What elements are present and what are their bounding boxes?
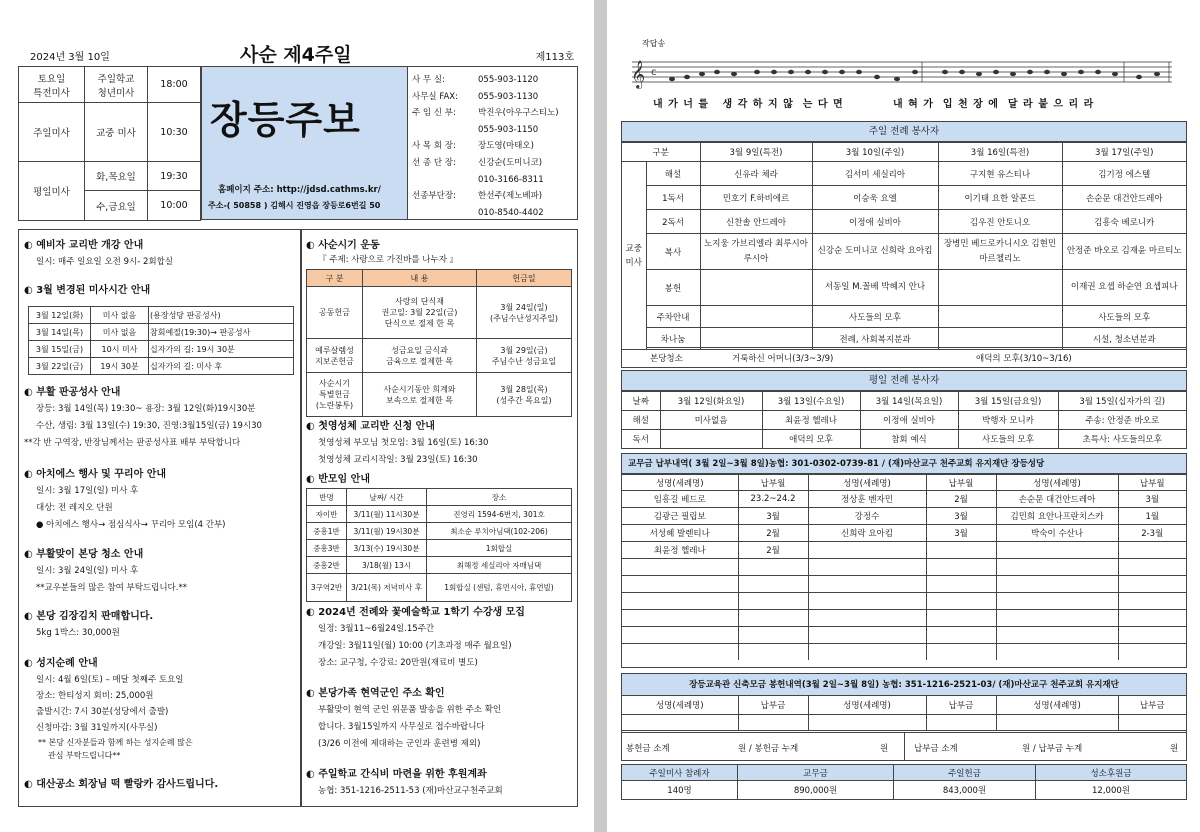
building-fund-table: 성명(세례명) 납부금 성명(세례명) 납부금 성명(세례명) 납부금: [622, 696, 1186, 731]
group-meeting-table: 반명 날짜/ 시간 장소 자이반 3/11(월) 11시30분 진영리 1594-6번지, 301호 중흥1반 3/11(월) 19시30분 최소순 루치아님댁(102-206) 중흥3반 3/13(수) 19시30분 1회합실 중흥2반 3/18(월) 13시 최해정 세실리아 자매님댁 3구역2반 3/21(목) 저녁미사 후 1회합실 (센텀, 휴먼시아, 휴먼빌): [306, 488, 572, 602]
sunday-servers-table: 구분 3월 9일(특전) 3월 10일(주일) 3월 16일(특전) 3월 17일(주일) 교중미사 해설 신유라 체라 김서미 세실리아 구지현 유스티나 김기정 에스텔 1독서 민호기 F.하비에르 이승욱 요엘 이기태 요한 알폰드 손순문 대건안드레아 2독서 신찬솔 안드레아 이정애 실비아 김우진 안토니오 김흥숙 베로니카 복사 노지웅 가브리엘라 최루시아 루시아 신강순 도미니코 신희락 요아킴 장병민 베드로카니시오 김현민 마르첼리노 안정준 바오로 김재윤 마르티노 봉헌 서동일 M.꼴베 박혜지 안나 이재권 요셉 하순연 요셉피나 주차안내 사도들의 모후 사도들의 모후 차나눔 전례, 사회복지분과 시설, 청소년분과: [622, 142, 1186, 350]
first-communion-notice: ◐ 첫영성체 교리반 신청 안내 첫영성체 부모님 첫모임: 3월 16일(토) 16:30 첫영성체 교리시작일: 3월 23일(토) 16:30: [306, 421, 489, 465]
sunday-side-label: 교중미사: [622, 162, 646, 350]
dues-box: [621, 453, 1187, 668]
soldier-address-notice: ◐ 본당가족 현역군인 주소 확인 부활맞이 현역 군인 위문품 발송을 위한 주소 확인 합니다. 3월15일까지 사무실로 접수바랍니다 (3/26 이전에 제대하는 군인과 훈련병 제외): [306, 688, 502, 749]
church-cleaning-row: 본당청소 거룩하신 어머니(3/3~3/9) 애덕의 모후(3/10~3/16): [646, 347, 1187, 367]
bulletin-header: [18, 40, 578, 66]
building-fund-summary: 봉헌금 소계 원 / 봉헌금 누계 원 납부금 소계 원 / 납부금 누계 원: [622, 732, 1186, 760]
psalm-score: [627, 52, 1177, 92]
weekday-servers-table: 날짜 3월 12일(화요일) 3월 13일(수요일) 3월 14일(목요일) 3월 15일(금요일) 3월 15일(십자가의 길) 해설 미사없음 최윤정 헬레나 이정애 실비아 박행자 모니카 주송: 안정준 바오로 독서 애덕의 모후 참회 예식 사도들의 모후 초특사: 사도들의모후: [622, 391, 1186, 449]
bulletin-title: 사순 제4주일: [240, 44, 352, 66]
left-page: [0, 0, 594, 832]
mass-change-table: 3월 12일(화) 미사 없음 (용장성당 판공성사) 3월 14일(목) 미사 없음 참회예절(19:30)→ 판공성사 3월 15일(금) 10시 미사 십자가의 길: 19시 30분 3월 22일(금) 19시 30분 십자가의 길: 미사 후: [28, 306, 294, 375]
masthead-title: 장등주보: [210, 98, 361, 142]
dues-table: 성명(세례명) 납부월 성명(세례명) 납부월 성명(세례명) 납부월 임흥길 베드로 23.2~24.2 정상훈 벤자민 2월 손순문 대건안드레아 3월 김광근 필립보 3월 강정수 3월 김민희 요안나프란치스카 1월 서성혜 발렌티나 2월 신희락 요아킴 3월 박숙이 수산나 2-3월 최윤정 헬레나 2월: [622, 474, 1186, 660]
acies-notice: ◐ 아치에스 행사 및 꾸리아 안내 일시: 3월 17일(일) 미사 후 대상: 전 레지오 단원 ● 아치에스 행사→ 점심식사→ 꾸리아 모임(4 간부): [24, 469, 226, 530]
mass-label: 토요일 특전미사: [19, 67, 85, 103]
confession-notice: ◐ 부활 판공성사 안내 장등: 3월 14일(목) 19:30~ 용장: 3월 12일(화)19시30분 수산, 생림: 3월 13일(수) 19:30, 진영:3월15일(금) 19시30 **각 반 구역장, 반장님께서는 판공성사표 배부 부탁합니다: [24, 387, 262, 448]
flower-school-notice: ◐ 2024년 전례와 꽃예술학교 1학기 수강생 모집 일정: 3월11~6월24일.15주간 개강일: 3월11일(월) 10:00 (기초과정 매주 월요일) 장소: 교구청, 수강료: 20만원(재료비 별도): [306, 607, 525, 668]
sunday-school-account: ◐ 주일학교 간식비 마련을 위한 후원계좌 농협: 351-1216-2511-53 (재)마산교구천주교회: [306, 769, 503, 796]
building-fund-title: 장등교육관 신축모금 봉헌내역(3월 2일~3월 8일) 농협: 351-1216-2521-03/ (재)마산교구 천주교회 유지재단: [622, 674, 1186, 696]
weekday-servers-box: [621, 370, 1187, 449]
pilgrimage-notice: ◐ 성지순례 안내 일시: 4월 6일(토) – 매달 첫째주 토요일 장소: 한티성지 회비: 25,000원 출발시간: 7시 30분(성당에서 출발) 신청마감: 3월 31일까지(사무실) ** 본당 신자분들과 함께 하는 성지순례 많은 관심 부탁드립니다**: [24, 658, 193, 760]
sunday-servers-box: [621, 121, 1187, 368]
building-fund-box: [621, 673, 1187, 761]
contacts-box: 사 무 실: 055-903-1120 사무실 FAX: 055-903-1130 주 임 신 부: 박진우(아우구스티노) 055-903-1150 사 목 회 장: 장도영(마태오) 선 종 단 장: 신강순(도미니코) 010-3166-8311 선종부단장: 한선주(제노베파) 010-8540-4402: [407, 66, 578, 220]
kimchi-notice: ◐ 본당 김장김치 판매합니다. 5kg 1박스: 30,000원: [24, 611, 154, 638]
stats-table: 주일미사 참례자 교무금 주일헌금 성소후원금 140명 890,000원 843,000원 12,000원: [621, 764, 1187, 800]
address: 주소-( 50858 ) 김해시 진영읍 장등로6번길 50: [208, 201, 381, 210]
lent-campaign: ◐ 사순시기 운동 『 주제: 사랑으로 가진바를 나누자 』 구 분 내 용 헌금일 공동헌금 사랑의 단식재 권고일: 3월 22일(금) 단식으로 절제 한 목 3월 24일(일) (주님수난성지주일) 예루살렘성 지보존헌금 성금요일 금식과 금육으로 절제한 목 3월 29일(금) 주님수난 성금요일 사순시기 특별헌금 (노란봉투) 사순시기동안 희계와 보속으로 절제한 목 3월 28일(목) (성주간 목요일): [306, 236, 574, 417]
banner: [201, 66, 408, 220]
issue-date: 2024년 3월 10일: [30, 52, 110, 63]
dues-title: 교무금 납부내역( 3월 2일~3월 8일)농협: 301-0302-0739-81 / (재)마산교구 천주교회 유지재단 장등성당: [622, 454, 1186, 474]
mass-schedule-table: 토요일 특전미사 주일학교 청년미사 18:00 주일미사 교중 미사 10:30 평일미사 화,목요일 19:30 수,금요일 10:00: [18, 66, 201, 221]
catechumen-notice: ◐ 예비자 교리반 개강 안내 일시: 매주 일요일 오전 9시- 2회합실: [24, 240, 174, 267]
lent-table: 구 분 내 용 헌금일 공동헌금 사랑의 단식재 권고일: 3월 22일(금) 단식으로 절제 한 목 3월 24일(일) (주님수난성지주일) 예루살렘성 지보존헌금 성금요일 금식과 금육으로 절제한 목 3월 29일(금) 주님수난 성금요일 사순시기 특별헌금 (노란봉투) 사순시기동안 희계와 보속으로 절제한 목 3월 28일(목) (성주간 목요일): [306, 269, 572, 417]
group-meeting-notice: ◐ 반모임 안내 반명 날짜/ 시간 장소 자이반 3/11(월) 11시30분 진영리 1594-6번지, 301호 중흥1반 3/11(월) 19시30분 최소순 루치아님댁(102-206) 중흥3반 3/13(수) 19시30분 1회합실 중흥2반 3/18(월) 13시 최해정 세실리아 자매님댁 3구역2반 3/21(목) 저녁미사 후 1회합실 (센텀, 휴먼시아, 휴먼빌): [306, 470, 574, 602]
svg-text:c: c: [651, 67, 657, 78]
svg-text:𝄞: 𝄞: [631, 60, 646, 88]
psalm-title: 작답송: [642, 39, 666, 48]
thanks-notice: ◐ 대산공소 회장님 떡 빨랑카 감사드립니다.: [24, 779, 219, 790]
issue-number: 제113호: [535, 52, 574, 63]
right-page: [607, 0, 1200, 832]
mass-time-change: ◐ 3월 변경된 미사시간 안내 3월 12일(화) 미사 없음 (용장성당 판공성사) 3월 14일(목) 미사 없음 참회예절(19:30)→ 판공성사 3월 15일(금) 10시 미사 십자가의 길: 19시 30분 3월 22일(금) 19시 30분 십자가의 길: 미사 후: [24, 281, 296, 375]
sunday-servers-title: 주일 전례 봉사자: [622, 122, 1186, 142]
homepage-link[interactable]: 홈페이지 주소: http://jdsd.cathms.kr/: [218, 185, 381, 195]
weekday-servers-title: 평일 전례 봉사자: [622, 371, 1186, 391]
cleaning-notice: ◐ 부활맞이 본당 청소 안내 일시: 3월 24일(일) 미사 후 **교우분들의 많은 참여 부탁드립니다.**: [24, 549, 187, 593]
psalm-lyrics: 내 가 너 를 생 각 하 지 않 는 다 면 내 혀 가 입 천 장 에 달 라 붙 으 리 라: [653, 99, 1095, 110]
